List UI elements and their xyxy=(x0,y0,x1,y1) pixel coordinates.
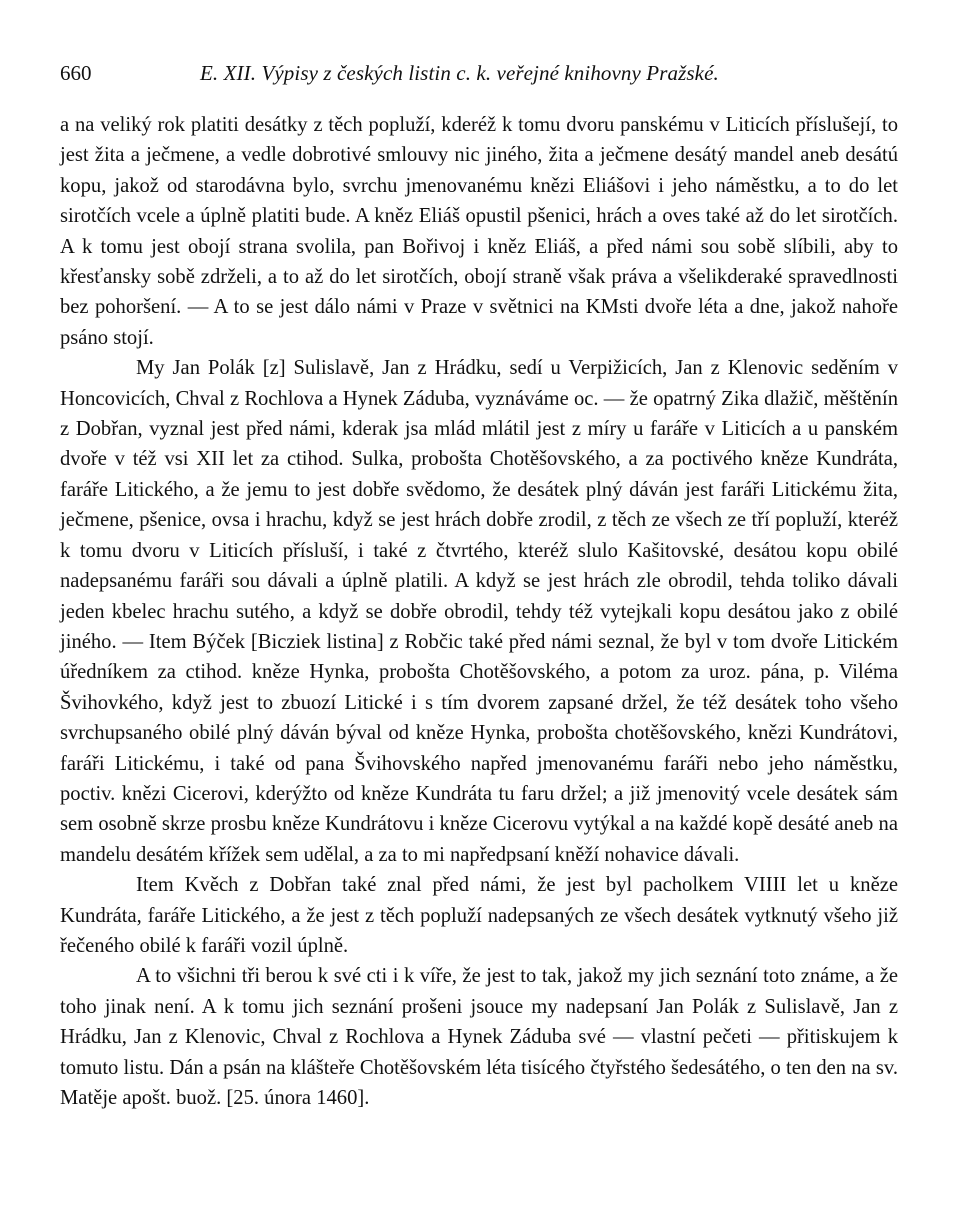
paragraph-3: Item Kvěch z Dobřan také znal před námi, že jest byl pacholkem VIIII let u kněze Kundráta, faráře Litického, a že jest z těch popluží nadepsaných ze všech desátek vytknutý všeho již řečeného obilé k faráři vozil úplně. xyxy=(60,874,898,957)
running-header xyxy=(60,58,898,88)
paragraph-2: My Jan Polák [z] Sulislavě, Jan z Hrádku, sedí u Verpižicích, Jan z Klenovic seděním v Honcovicích, Chval z Rochlova a Hynek Záduba, vyznáváme oc. — že opatrný Zika dlažič, měštěnín z Dobřan, vyznal jest před námi, kderak jsa mlád mlátil jest z míry u faráře v Liticích a u panském dvoře v též vsi XII let za ctihod. Sulka, probošta Chotěšovského, a za poctivého kněze Kundráta, faráře Litického, a že jemu to jest dobře svědomo, že desátek plný dáván jest faráři Litickému žita, ječmene, pšenice, ovsa i hrachu, když se jest hrách dobře zrodil, z těch ze všech ze tří popluží, kteréž k tomu dvoru v Liticích přísluší, i také z čtvrtého, kteréž slulo Kašitovské, desátou kopu obilé nadepsanému faráři sou dávali a úplně platili. A když se jest hrách zle obrodil, tehda toliko dávali jeden kbelec hrachu sutého, a když se dobře obrodil, tehdy též vytejkali kopu desátou jako z obilé jiného. — Item Býček [Bicziek listina] z Robčic také před námi seznal, že byl v tom dvoře Litickém úředníkem za ctihod. kněze Hynka, probošta Chotěšovského, a potom za uroz. pána, p. Viléma Švihovkého, když jest to zbuozí Litické i s tím dvorem zapsané držel, že též desátek toho všeho svrchupsaného obilé plný dáván býval od kněze Hynka, probošta chotěšovského, knězi Kundrátovi, faráři Litickému, i také od pana Švihovského napřed jmenovanému faráři nebo jeho náměstku, poctiv. knězi Cicerovi, kderýžto od kněze Kundráta tu faru držel; a již jmenovitý vcele desátek sám sem osobně skrze prosbu kněze Kundrátovu i kněze Cicerovu vytýkal a na každé kopě desáté aneb na mandelu desátém křížek sem udělal, a za to mi napředpsaní kněží nohavice dávali. xyxy=(60,357,898,866)
paragraph-4: A to všichni tři berou k své cti i k víře, že jest to tak, jakož my jich seznání toto známe, a že toho jinak není. A k tomu jich seznání prošeni jsouce my nadepsaní Jan Polák z Sulislavě, Jan z Hrádku, Jan z Klenovic, Chval z Rochlova a Hynek Záduba své — vlastní pečeti — přitiskujem k tomuto listu. Dán a psán na klášteře Chotěšovském léta tisícého čtyřstého šedesátého, o ten den na sv. Matěje apošt. buož. [25. února 1460]. xyxy=(60,965,898,1109)
body-text xyxy=(60,110,898,1113)
page-number: 660 xyxy=(60,61,92,85)
paragraph-1: a na veliký rok platiti desátky z těch popluží, kderéž k tomu dvoru panskému v Liticích příslušejí, to jest žita a ječmene, a vedle dobrotivé smlouvy nic jiného, žita a ječmene desátý mandel aneb desátú kopu, jakož od starodávna bylo, svrchu jmenovanému knězi Eliášovi i jeho náměstku, a to do let sirotčích vcele a úplně platiti bude. A kněz Eliáš opustil pšenici, hrách a oves také až do let sirotčích. A k tomu jest obojí strana svolila, pan Bořivoj i kněz Eliáš, a před námi sou sobě slíbili, aby to křesťansky sobě zdrželi, a to až do let sirotčích, obojí straně však práva a všelikderaké spravedlnosti bez pohoršení. — A to se jest dálo námi v Praze v světnici na KMsti dvoře léta a dne, jakož nahoře psáno stojí. xyxy=(60,114,898,349)
document-page xyxy=(60,58,898,1113)
running-title: E. XII. Výpisy z českých listin c. k. veřejné knihovny Pražské. xyxy=(200,61,719,85)
